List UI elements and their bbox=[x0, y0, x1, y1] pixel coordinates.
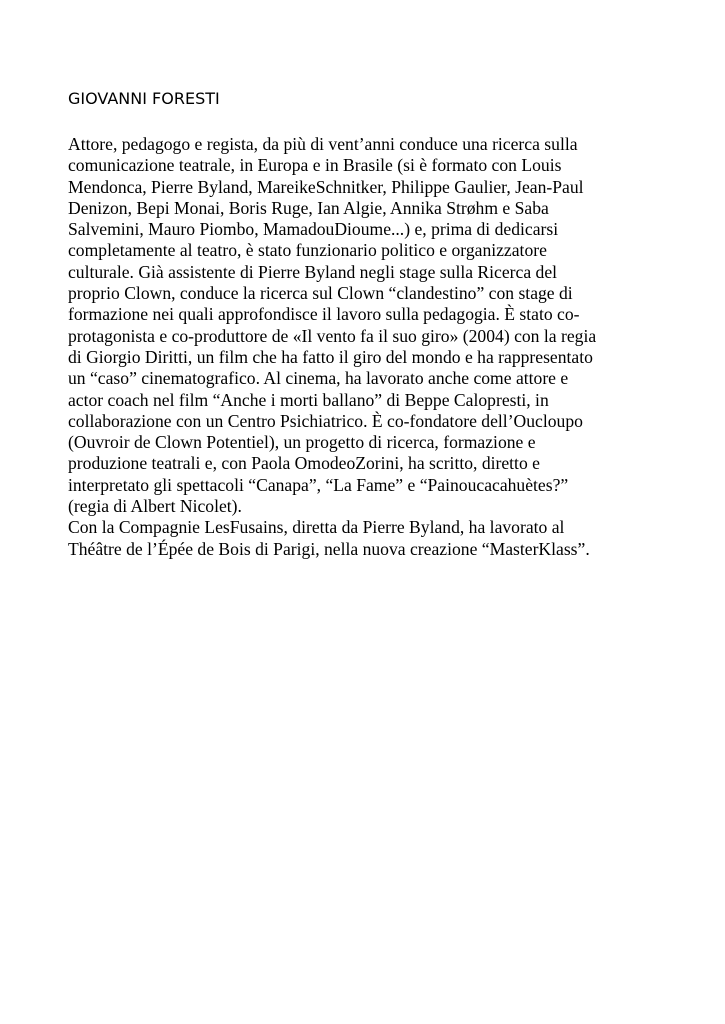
text-line: Attore, pedagogo e regista, da più di vent’anni conduce una ricerca sulla bbox=[68, 134, 578, 154]
text-line: collaborazione con un Centro Psichiatrico. È co-fondatore dell’Oucloupo bbox=[68, 410, 583, 431]
text-line: culturale. Già assistente di Pierre Byland negli stage sulla Ricerca del bbox=[68, 261, 558, 282]
text-line: Théâtre de l’Épée de Bois di Parigi, nella nuova creazione “MasterKlass”. bbox=[68, 538, 590, 559]
text-line: interpretato gli spettacoli “Canapa”, “La Fame” e “Painoucacahuètes?” bbox=[68, 474, 569, 495]
text-line: protagonista e co-produttore de «Il vento fa il suo giro» (2004) con la regia bbox=[68, 325, 597, 346]
text-line: (regia di Albert Nicolet). bbox=[68, 496, 242, 517]
text-line: di Giorgio Diritti, un film che ha fatto il giro del mondo e ha rappresentato bbox=[68, 346, 593, 367]
text-line: (Ouvroir de Clown Potentiel), un progetto di ricerca, formazione e bbox=[68, 432, 536, 453]
text-line: Denizon, Bepi Monai, Boris Ruge, Ian Algie, Annika Strøhm e Saba bbox=[68, 197, 549, 218]
text-line: proprio Clown, conduce la ricerca sul Clown “clandestino” con stage di bbox=[68, 283, 573, 304]
text-line: formazione nei quali approfondisce il lavoro sulla pedagogia. È stato co- bbox=[68, 304, 580, 325]
text-line: actor coach nel film “Anche i morti ballano” di Beppe Calopresti, in bbox=[68, 389, 549, 410]
text-line: produzione teatrali e, con Paola OmodeoZorini, ha scritto, diretto e bbox=[68, 453, 540, 474]
biography-text bbox=[68, 134, 668, 560]
page-title: GIOVANNI FORESTI bbox=[68, 89, 220, 108]
text-line: un “caso” cinematografico. Al cinema, ha lavorato anche come attore e bbox=[68, 368, 569, 389]
text-line: Con la Compagnie LesFusains, diretta da Pierre Byland, ha lavorato al bbox=[68, 517, 565, 538]
text-line: Salvemini, Mauro Piombo, MamadouDioume...) e, prima di dedicarsi bbox=[68, 219, 559, 240]
text-line: comunicazione teatrale, in Europa e in Brasile (si è formato con Louis bbox=[68, 155, 562, 176]
text-line: Mendonca, Pierre Byland, MareikeSchnitker, Philippe Gaulier, Jean-Paul bbox=[68, 176, 584, 197]
text-line: completamente al teatro, è stato funzionario politico e organizzatore bbox=[68, 240, 547, 261]
